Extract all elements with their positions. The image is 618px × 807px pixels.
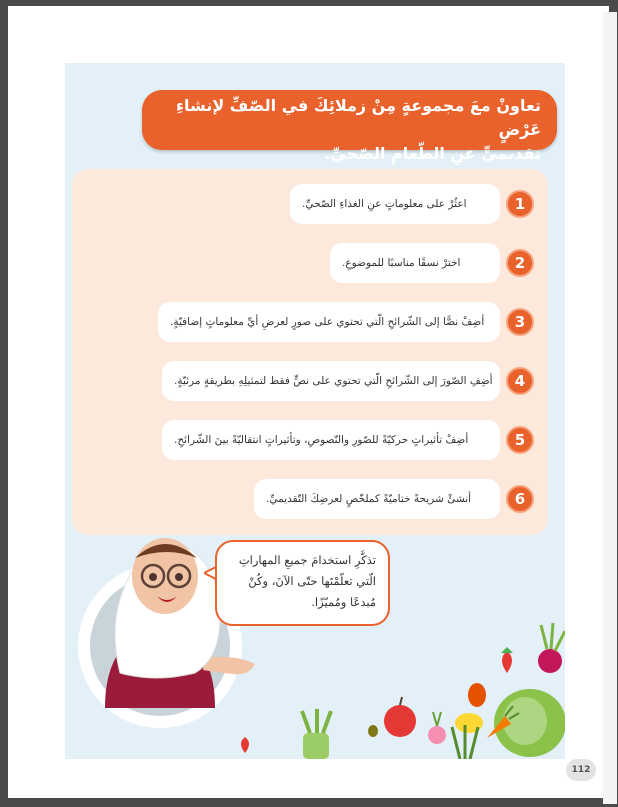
speech-line-3: مُبدعًا ومُميّزًا.: [311, 595, 376, 609]
header-line-2: تقديميٍّ عنِ الطّعامِ الصّحيِّ.: [324, 144, 541, 163]
step-5: [162, 420, 534, 460]
beet-icon: [538, 623, 565, 673]
step-text-5: أضِفْ تأثيراتٍ حركيّةً للصّورِ والنّصوصِ، وتأثيراتٍ انتقاليّةً بينَ الشّرائحِ.: [162, 420, 500, 460]
step-text-1: اعثُرْ على معلوماتٍ عنِ الغذاءِ الصّحيِّ.: [290, 184, 500, 224]
apple-icon: [384, 697, 416, 737]
content-panel: [65, 63, 565, 759]
page-edge: [603, 12, 617, 804]
speech-line-1: تذكَّرِ استخدامَ جميعِ المهاراتِ: [238, 553, 376, 567]
step-number-5: 5: [506, 426, 534, 454]
pepper-icon: [468, 683, 486, 707]
step-2: [330, 243, 534, 283]
lemon-icon: [455, 713, 483, 733]
step-4: [162, 361, 534, 401]
page: [8, 6, 609, 798]
header-line-1: تعاونْ معَ مجموعةٍ مِنْ زملائِكَ في الصّفِّ لإنشاءِ عَرْضٍ: [175, 96, 541, 139]
speech-line-2: الّتي تعلّمْتَها حتّى الآنَ، وكُنْ: [248, 574, 376, 588]
radish-icon: [428, 712, 446, 744]
step-text-6: أنشئْ شريحةً ختاميّةً كملخّصٍ لعرضِكَ التّقديميِّ.: [254, 479, 500, 519]
step-text-4: أضِفِ الصّورَ إلى الشّرائحِ الّتي تحتوي على نصٍّ فقط لتمثيلِهِ بطريقةٍ مرئيّةٍ.: [162, 361, 500, 401]
step-3: [158, 302, 534, 342]
speech-bubble: [215, 540, 390, 626]
step-1: [290, 184, 534, 224]
page-number: 112: [566, 759, 596, 781]
step-number-4: 4: [506, 367, 534, 395]
activity-header: [142, 90, 557, 163]
step-text-2: اخترْ نسقًا مناسبًا للموضوعِ.: [330, 243, 500, 283]
step-text-3: أضِفْ نصًّا إلى الشّرائحِ الّتي تحتوي على صورٍ لعرضِ أيِّ معلوماتٍ إضافيّةٍ.: [158, 302, 500, 342]
small-strawberry-icon: [241, 737, 249, 753]
step-number-3: 3: [506, 308, 534, 336]
step-6: [254, 479, 534, 519]
step-number-1: 1: [506, 190, 534, 218]
strawberry-icon: [501, 647, 513, 673]
olive-icon: [368, 725, 378, 737]
celery-icon: [302, 709, 331, 759]
step-number-6: 6: [506, 485, 534, 513]
step-number-2: 2: [506, 249, 534, 277]
